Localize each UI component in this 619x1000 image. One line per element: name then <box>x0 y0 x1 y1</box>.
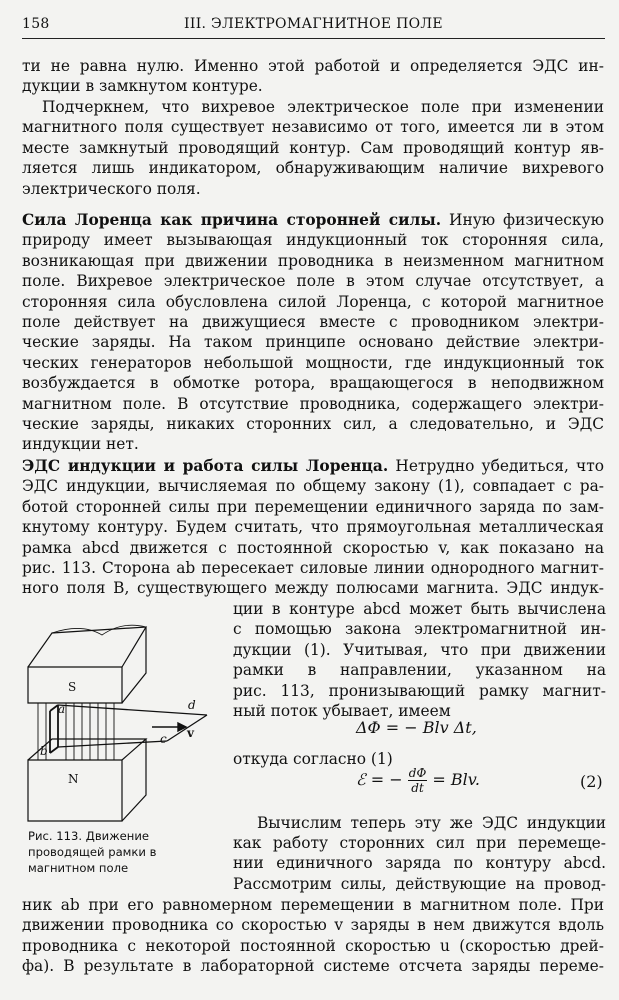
label-N: N <box>68 772 79 786</box>
text-line: ЭДС индукции, вычисляемая по общему закону (1), совпадает с ра- <box>22 477 604 496</box>
bottom-paragraph <box>22 895 604 977</box>
text-line: ляется лишь индикатором, обнаруживающим наличие вихревого <box>22 159 604 178</box>
text-line: сторонняя сила обусловлена силой Лоренца, с которой магнитное <box>22 292 604 311</box>
side-text-1 <box>233 599 606 721</box>
page-number: 158 <box>22 16 50 32</box>
text-line: возникающая при движении проводника в неизменном магнитном <box>22 251 604 270</box>
label-v: v <box>187 726 194 740</box>
text-line: индукции нет. <box>22 435 139 454</box>
text-line: как работу сторонних сил при перемеще- <box>233 834 606 852</box>
paragraph-2 <box>22 97 604 199</box>
label-d: d <box>188 698 196 712</box>
text-line: дукции (1). Учитывая, что при движении <box>233 640 606 659</box>
text-line: откуда согласно (1) <box>233 750 393 768</box>
text-line: Подчеркнем, что вихревое электрическое поле при изменении <box>42 98 604 116</box>
eq-lhs: ℰ = − <box>356 770 403 789</box>
text-line: ческие заряды, никаких сторонних сил, а следовательно, и ЭДС <box>22 414 604 433</box>
text-line: ческие заряды. На таком принципе основано действие электри- <box>22 333 604 352</box>
section-emf-work <box>22 456 604 599</box>
label-b: b <box>40 744 48 758</box>
text-line: ботой сторонней силы при перемещении единичного заряда по зам- <box>22 497 604 516</box>
upper-pole-top <box>28 627 146 667</box>
text-line: фа). В результате в лабораторной системе отсчета заряды переме- <box>22 957 604 976</box>
text-line: рамка abcd движется с постоянной скоростью v, как показано на <box>22 538 604 557</box>
text-line: ный поток убывает, имеем <box>233 701 451 720</box>
text-line: Рассмотрим силы, действующие на провод- <box>233 874 606 893</box>
text-fragment: Нетрудно убедиться, что <box>388 457 604 475</box>
side-text-2 <box>257 813 606 833</box>
text-line: движении проводника со скоростью v заряды в нем движутся вдоль <box>22 916 604 935</box>
eq-rhs: = Blv. <box>432 770 480 789</box>
figure-caption: Рис. 113. Движение проводящей рамки в магнитном поле <box>28 829 157 875</box>
lower-pole-side <box>122 739 146 821</box>
label-a: a <box>58 702 66 716</box>
text-fragment: Иную физическую <box>441 211 604 229</box>
eq-fraction <box>408 766 428 795</box>
text-line: дукции в замкнутом контуре. <box>22 77 263 96</box>
text-line: проводника с некоторой постоянной скоростью u (скоростью дрей- <box>22 936 604 955</box>
text-line: кнутому контуру. Будем считать, что прямоугольная металлическая <box>22 518 604 537</box>
text-line: ного поля B, существующего между полюсами магнита. ЭДС индук- <box>22 579 604 598</box>
frame-side-ad <box>58 705 207 715</box>
section-heading: Сила Лоренца как причина сторонней силы. <box>22 211 442 229</box>
text-line: рамки в направлении, указанном на <box>233 661 606 680</box>
text-line: с помощью закона электромагнитной ин- <box>233 620 606 639</box>
text-line: магнитном поле. В отсутствие проводника, содержащего электри- <box>22 394 604 413</box>
section-heading: ЭДС индукции и работа силы Лоренца. <box>22 457 389 475</box>
text-line: электрического поля. <box>22 179 201 198</box>
text-line: месте замкнутый проводящий контур. Сам проводящий контур яв- <box>22 138 604 157</box>
upper-pole-side <box>122 627 146 703</box>
lower-pole-front <box>28 760 122 821</box>
equation-flux-change: ΔΦ = − Blv Δt, <box>356 718 477 737</box>
eq-denominator: dt <box>411 781 424 795</box>
text-line: рис. 113, пронизывающий рамку магнит- <box>233 681 606 700</box>
equation-number: (2) <box>580 772 603 791</box>
equation-emf <box>356 766 480 795</box>
figure-113-magnet-frame <box>22 615 222 835</box>
label-S: S <box>68 680 77 694</box>
text-line: возбуждается в обмотке ротора, вращающегося в неподвижном <box>22 374 604 393</box>
eq-numerator: dΦ <box>408 766 427 780</box>
text-line: природу имеет вызывающая индукционный ток сторонняя сила, <box>22 231 604 250</box>
text-line: нии единичного заряда по контуру abcd. <box>233 854 606 873</box>
page-header <box>22 14 605 39</box>
text-line: магнитного поля существует независимо от того, имеется ли в этом <box>22 118 604 137</box>
text-line: ции в контуре abcd может быть вычислена <box>233 600 606 618</box>
text-line: ческих генераторов небольшой мощности, где индукционный ток <box>22 353 604 372</box>
text-line: рис. 113. Сторона ab пересекает силовые линии однородного магнит- <box>22 558 604 577</box>
label-c: c <box>160 732 167 746</box>
paragraph-1 <box>22 56 604 97</box>
section-lorentz-force <box>22 210 604 455</box>
text-line: ник ab при его равномерном перемещении в магнитном поле. При <box>22 896 604 914</box>
text-line: поле действует на движущиеся вместе с проводником электри- <box>22 312 604 331</box>
text-line: Вычислим теперь эту же ЭДС индукции <box>257 814 606 832</box>
text-line: поле. Вихревое электрическое поле в этом случае отсутствует, а <box>22 272 604 291</box>
text-line: ти не равна нулю. Именно этой работой и определяется ЭДС ин- <box>22 57 604 75</box>
running-title: III. ЭЛЕКТРОМАГНИТНОЕ ПОЛЕ <box>184 16 443 32</box>
side-text-3 <box>233 833 606 894</box>
